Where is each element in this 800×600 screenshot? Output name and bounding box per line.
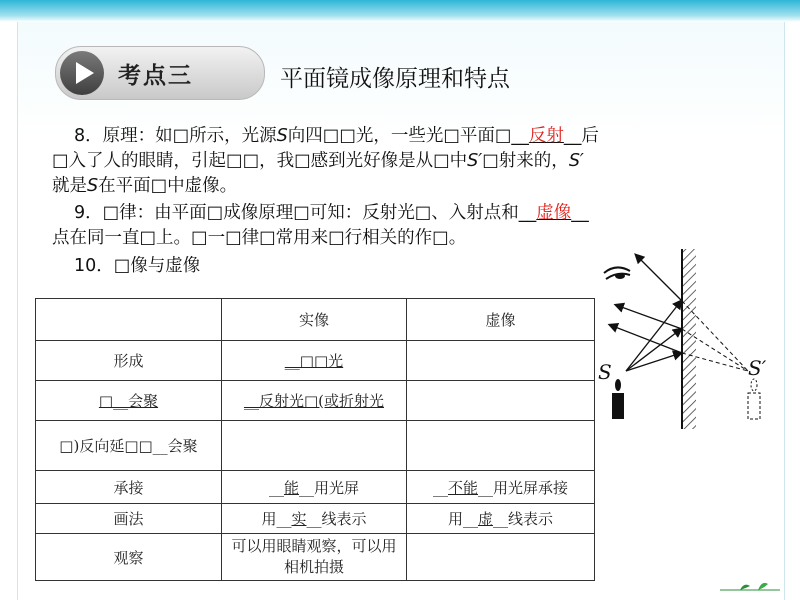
eye-icon [604,267,630,279]
cell-real: __能__用光屏 [221,471,406,504]
cell-real: 用__实__线表示 [221,504,406,534]
cell-virtual [406,341,594,381]
cell-virtual: 用__虚__线表示 [406,504,594,534]
cell-virtual [406,381,594,421]
answer-reflect: 反射 [528,126,564,146]
cell-virtual: __不能__用光屏承接 [406,471,594,504]
table-row [36,471,595,504]
table-header-cell [36,299,222,341]
mirror-diagram [596,245,780,435]
table-row [36,381,595,421]
cell-virtual [406,421,594,471]
comparison-table [35,298,595,581]
cell-real: __反射光□(或折射光 [221,381,406,421]
para8-line3: 就是S在平面□中虚像。 [52,176,238,196]
table-header-cell: 虚像 [406,299,594,341]
virtual-candle-icon [748,379,760,419]
row-label: □__会聚 [36,381,222,421]
table-header-cell: 实像 [221,299,406,341]
table-row [36,504,595,534]
para10-title: 10．□像与虚像 [74,256,201,276]
table-row [36,421,595,471]
leaf-decoration-icon [720,580,780,592]
para9-line1: 9．□律：由平面□成像原理□可知：反射光□、入射点和__虚像__ [74,203,589,223]
candle-icon [612,379,624,419]
mirror-hatch [682,249,696,429]
row-label: □)反向延□□__会聚 [36,421,222,471]
row-label: 画法 [36,504,222,534]
badge-label: 考点三 [118,63,193,89]
para8-line2: □入了人的眼睛，引起□□，我□感到光好像是从□中S′□射来的，S′ [52,151,584,171]
para8-line1: 8．原理：如□所示，光源S向四□□光，一些光□平面□__反射__后 [74,126,599,146]
cell-virtual [406,534,594,581]
table-header-row [36,299,595,341]
row-label: 承接 [36,471,222,504]
para9-line2: 点在同一直□上。□一□律□常用来□行相关的作□。 [52,228,467,248]
source-label: S [598,360,612,384]
cell-real: 可以用眼睛观察，可以用相机拍摄 [221,534,406,581]
image-label: S′ [748,356,767,380]
section-badge [55,46,265,100]
cell-real: __□□光 [221,341,406,381]
reflected-rays [610,255,682,353]
table-row [36,341,595,381]
cell-real [221,421,406,471]
section-title: 平面镜成像原理和特点 [280,66,510,92]
play-icon [60,51,104,95]
top-banner [0,0,800,22]
answer-virtual-image: 虚像 [536,203,572,223]
row-label: 形成 [36,341,222,381]
table-row [36,534,595,581]
row-label: 观察 [36,534,222,581]
